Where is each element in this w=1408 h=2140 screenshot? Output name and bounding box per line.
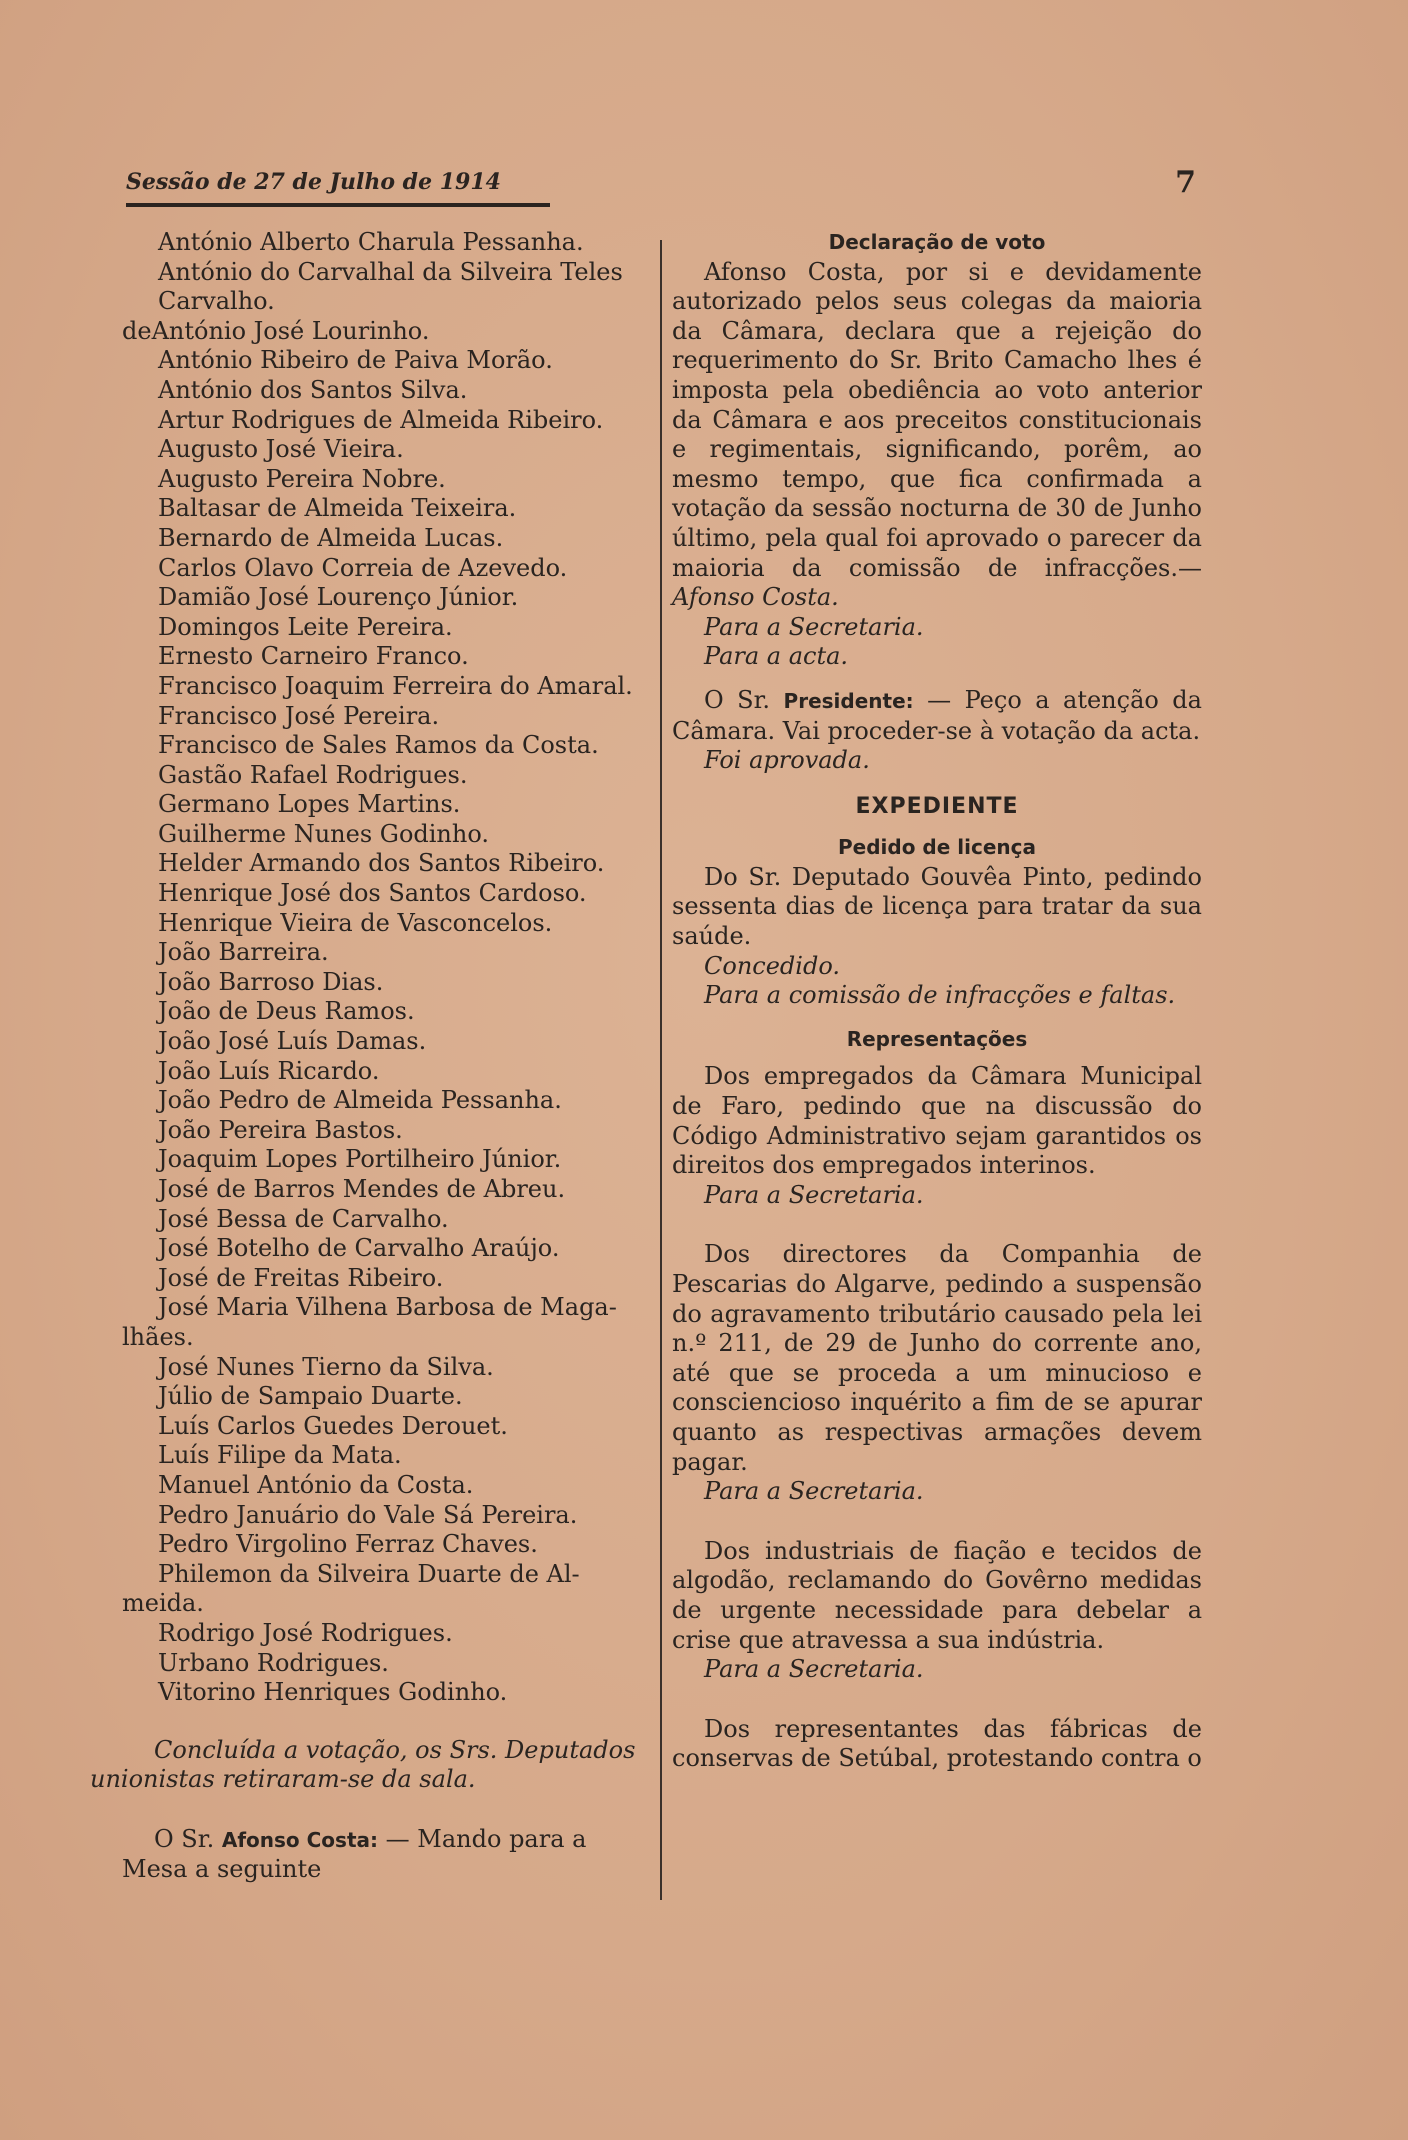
deputy-name: Carlos Olavo Correia de Azevedo. <box>158 553 568 582</box>
deputy-name: Artur Rodrigues de Almeida Ribeiro. <box>158 405 604 434</box>
deputy-name: Henrique Vieira de Vasconcelos. <box>158 908 553 937</box>
deputy-name: José Bessa de Carvalho. <box>158 1204 449 1233</box>
deputy-name: Joaquim Lopes Portilheiro Júnior. <box>158 1145 562 1174</box>
deputy-name: Damião José Lourenço Júnior. <box>158 583 519 612</box>
session-title: Sessão de 27 de Julho de 1914 <box>126 169 501 195</box>
rep2-dest: Para a Secretaria. <box>704 1477 924 1506</box>
deputy-name: deAntónio José Lourinho. <box>122 316 430 345</box>
deputy-name: Henrique José dos Santos Cardoso. <box>158 879 587 908</box>
page-header <box>126 165 1196 205</box>
deputy-name: José de Freitas Ribeiro. <box>158 1263 444 1292</box>
rep3-dest: Para a Secretaria. <box>704 1655 924 1684</box>
deputy-name: Luís Carlos Guedes Derouet. <box>158 1411 508 1440</box>
deputy-name: Augusto José Vieira. <box>158 435 404 464</box>
deputy-name: José Nunes Tierno da Silva. <box>158 1352 494 1381</box>
president-paragraph <box>672 686 1202 746</box>
deputy-name: Domingos Leite Pereira. <box>158 612 453 641</box>
licenca-granted: Concedido. <box>704 951 840 980</box>
deputy-name: Germano Lopes Martins. <box>158 790 461 819</box>
deputy-name: António Ribeiro de Paiva Morão. <box>158 346 553 375</box>
licenca-dest: Para a comissão de infracções e faltas. <box>704 981 1176 1010</box>
president-prefix: O Sr. <box>704 685 771 714</box>
deputy-name: António dos Santos Silva. <box>158 375 468 404</box>
deputy-name: João de Deus Ramos. <box>158 997 415 1026</box>
deputy-name: António do Carvalhal da Silveira Teles <box>158 257 623 286</box>
deputy-name: Helder Armando dos Santos Ribeiro. <box>158 849 605 878</box>
column-divider <box>660 240 662 1900</box>
president-name: Presidente: <box>783 688 914 713</box>
deputy-name: Francisco de Sales Ramos da Costa. <box>158 731 599 760</box>
approval-note: Foi aprovada. <box>704 746 870 775</box>
deputy-name: João Pedro de Almeida Pessanha. <box>158 1086 562 1115</box>
conclusion-line-2: unionistas retiraram-se da sala. <box>90 1765 476 1794</box>
deputy-name: Manuel António da Costa. <box>158 1470 474 1499</box>
deputy-name: José Maria Vilhena Barbosa de Maga- <box>158 1293 617 1322</box>
conclusion-line-1: Concluída a votação, os Srs. Deputados <box>154 1735 636 1764</box>
deputy-name: Baltasar de Almeida Teixeira. <box>158 494 517 523</box>
deputy-name: Augusto Pereira Nobre. <box>158 464 446 493</box>
deputy-name: Carvalho. <box>158 287 275 316</box>
page-number: 7 <box>1175 165 1196 200</box>
deputy-name: João José Luís Damas. <box>158 1027 427 1056</box>
speaker-prefix: O Sr. <box>154 1824 215 1853</box>
deputy-name: Francisco Joaquim Ferreira do Amaral. <box>158 671 633 700</box>
rep1-dest: Para a Secretaria. <box>704 1180 924 1209</box>
deputy-name: Ernesto Carneiro Franco. <box>158 642 469 671</box>
deputy-name: Pedro Virgolino Ferraz Chaves. <box>158 1530 538 1559</box>
left-column <box>90 228 652 1885</box>
deputy-name: Bernardo de Almeida Lucas. <box>158 523 504 552</box>
deputy-name: João Barroso Dias. <box>158 967 384 996</box>
deputy-name: Pedro Januário do Vale Sá Pereira. <box>158 1500 578 1529</box>
deputy-name: João Pereira Bastos. <box>158 1115 403 1144</box>
speaker-name: Afonso Costa: <box>221 1827 379 1852</box>
deputy-name: meida. <box>122 1589 204 1618</box>
licenca-text: Do Sr. Deputado Gouvêa Pinto, pedindo sessenta dias de licença para tratar da sua saúde. <box>672 862 1202 951</box>
declaracao-body: Afonso Costa, por si e devidamente autorizado pelos seus colegas da maioria da Câmara, declara que a rejeição do requerimento do Sr. Brito Camacho lhes é imposta pela obediência ao voto anterior da Câmara e aos preceitos constitucionais e regimentais, significando, porêm, ao mesmo tempo, que fica confirmada a votação da sessão nocturna de 30 de Junho último, pela qual foi aprovado o parecer da maioria da comissão de infracções.— <box>672 257 1202 582</box>
deputy-name: Gastão Rafael Rodrigues. <box>158 760 468 789</box>
rep4-text: Dos representantes das fábricas de conservas de Setúbal, protestando contra o <box>672 1714 1202 1773</box>
rep2-text: Dos directores da Companhia de Pescarias do Algarve, pedindo a suspensão do agravamento tributário causado pela lei n.º 211, de 29 de Junho do corrente ano, até que se proceda a um minucioso e consciencioso inquérito a fim de se apurar quanto as respectivas armações devem pagar. <box>672 1240 1202 1476</box>
deputy-name: José Botelho de Carvalho Araújo. <box>158 1234 560 1263</box>
expediente-heading: EXPEDIENTE <box>855 793 1019 819</box>
deputy-name: lhães. <box>122 1322 194 1351</box>
deputy-name: João Luís Ricardo. <box>158 1056 380 1085</box>
speaker-text: — Mando para a <box>385 1824 587 1853</box>
deputy-name: Urbano Rodrigues. <box>158 1648 389 1677</box>
deputy-names-list <box>122 228 652 1708</box>
president-text: — Peço a atenção da Câmara. Vai proceder-se à votação da acta. <box>672 685 1202 745</box>
deputy-name: Júlio de Sampaio Duarte. <box>158 1382 463 1411</box>
declaracao-dest-2: Para a acta. <box>704 642 849 671</box>
declaracao-title: Declaração de voto <box>828 230 1046 254</box>
deputy-name: João Barreira. <box>158 938 329 967</box>
speaker-paragraph <box>122 1825 652 1885</box>
deputy-name: Francisco José Pereira. <box>158 701 440 730</box>
right-column <box>672 228 1202 1774</box>
deputy-name: Rodrigo José Rodrigues. <box>158 1618 453 1647</box>
deputy-name: Vitorino Henriques Godinho. <box>158 1678 508 1707</box>
representacoes-title: Representações <box>846 1026 1028 1051</box>
deputy-name: Luís Filipe da Mata. <box>158 1441 402 1470</box>
deputy-name: Philemon da Silveira Duarte de Al- <box>158 1559 580 1588</box>
licenca-title: Pedido de licença <box>838 835 1036 860</box>
header-rule <box>126 203 550 207</box>
declaracao-signature: Afonso Costa. <box>672 583 839 612</box>
deputy-name: Guilherme Nunes Godinho. <box>158 819 489 848</box>
rep1-text: Dos empregados da Câmara Municipal de Faro, pedindo que na discussão do Código Administrativo sejam garantidos os direitos dos empregados interinos. <box>672 1062 1202 1180</box>
declaracao-dest-1: Para a Secretaria. <box>704 612 924 641</box>
conclusion-note <box>90 1735 652 1795</box>
rep3-text: Dos industriais de fiação e tecidos de algodão, reclamando do Govêrno medidas de urgente necessidade para debelar a crise que atravessa a sua indústria. <box>672 1536 1202 1654</box>
speaker-text-2: Mesa a seguinte <box>122 1855 322 1884</box>
deputy-name: António Alberto Charula Pessanha. <box>158 228 584 256</box>
deputy-name: José de Barros Mendes de Abreu. <box>158 1175 566 1203</box>
declaracao-text <box>672 258 1202 613</box>
